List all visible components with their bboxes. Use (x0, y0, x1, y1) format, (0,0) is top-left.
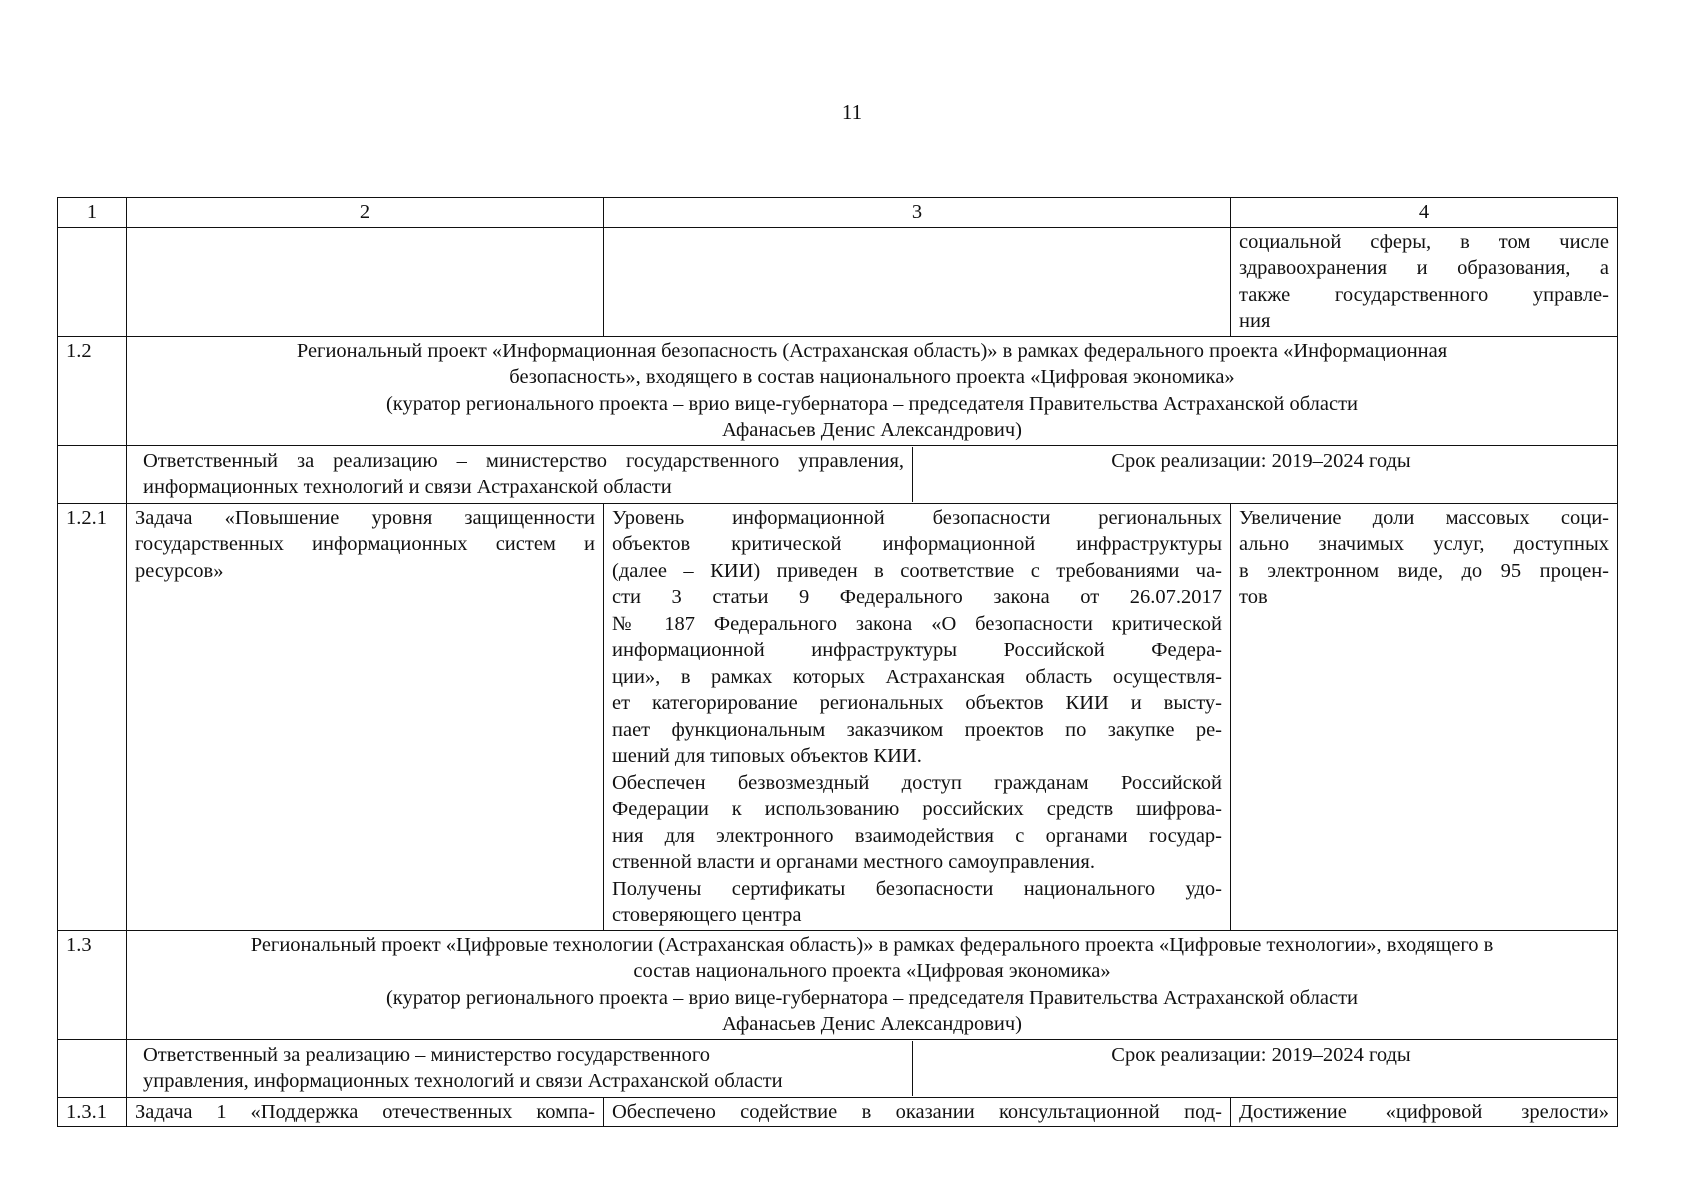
result-line: Обеспечен безвозмездный доступ гражданам Российской (612, 771, 1222, 794)
section-title (127, 930, 1618, 1039)
cont-indicator-line: социальной сферы, в том числе (1239, 230, 1609, 253)
result-line: Уровень информационной безопасности региональных (612, 506, 1222, 529)
indicator-line: Увеличение доли массовых соци- (1239, 506, 1609, 529)
result-line: (далее – КИИ) приведен в соответствие с требованиями ча- (612, 559, 1222, 582)
term-text: Срок реализации: 2019–2024 годы (1111, 449, 1411, 472)
section-title-line: Региональный проект «Информационная безопасность (Астраханская область)» в рамках федерального проекта «Информационная (296, 339, 1448, 362)
indicator-line: ально значимых услуг, доступных (1239, 533, 1609, 555)
result-line: ственной власти и органами местного самоуправления. (612, 851, 1095, 873)
responsible-row-1-2 (58, 445, 1618, 503)
section-title-line: (куратор регионального проекта – врио вице-губернатора – председателя Правительства Астраханской области (385, 392, 1359, 415)
cont-indicator-line: ния (1239, 310, 1271, 332)
result-cell (604, 1097, 1231, 1127)
task-text: Задача «Повышение уровня защищенности государственных информационных систем и ресурсов» (127, 503, 604, 930)
empty-num-cell (58, 445, 127, 503)
cont-result-cell (604, 227, 1231, 336)
responsible-row-1-3 (58, 1039, 1618, 1097)
indicator-line: тов (1239, 586, 1268, 608)
result-line: информационной инфраструктуры Российской Федера- (612, 639, 1222, 661)
term-text: Срок реализации: 2019–2024 годы (1111, 1043, 1411, 1066)
result-line: Федерации к использованию российских средств шифрова- (612, 798, 1222, 820)
section-title-line: Региональный проект «Цифровые технологии (Астраханская область)» в рамках федерального проекта «Цифровые технологии», входящего в (250, 933, 1494, 956)
cont-indicator-cell (1231, 227, 1618, 336)
task-number: 1.3.1 (58, 1097, 127, 1127)
page-number: 11 (841, 100, 863, 124)
table-header-row (58, 198, 1618, 228)
section-number: 1.3 (58, 930, 127, 1039)
task-number: 1.2.1 (58, 503, 127, 930)
responsible-text: Ответственный за реализацию – министерство государственного управления, информационных технологий и связи Астраханской области (135, 447, 913, 502)
section-title-line: (куратор регионального проекта – врио вице-губернатора – председателя Правительства Астраханской области (385, 986, 1359, 1009)
section-title (127, 336, 1618, 445)
task-line: Задача 1 «Поддержка отечественных компа- (135, 1100, 595, 1123)
section-title-line: Афанасьев Денис Александрович) (721, 1013, 1023, 1035)
header-col-3: 3 (604, 198, 1231, 228)
cont-num-cell (58, 227, 127, 336)
indicator-cell (1231, 503, 1618, 930)
responsible-term-cell (127, 445, 1618, 503)
result-line: ния для электронного взаимодействия с органами государ- (612, 824, 1222, 847)
responsible-text (135, 1041, 913, 1096)
cont-task-cell (127, 227, 604, 336)
indicator-line: в электронном виде, до 95 процен- (1239, 559, 1609, 582)
responsible-line: управления, информационных технологий и связи Астраханской области (143, 1070, 783, 1092)
result-line: сти 3 статьи 9 Федерального закона от 26.07.2017 (612, 586, 1222, 608)
task-text (127, 1097, 604, 1127)
task-row-1-3-1 (58, 1097, 1618, 1127)
table-row-continuation (58, 227, 1618, 336)
header-col-4: 4 (1231, 198, 1618, 228)
result-line: пает функциональным заказчиком проектов по закупке ре- (612, 718, 1222, 741)
result-line: № 187 Федерального закона «О безопасности критической (612, 612, 1222, 635)
result-line: Получены сертификаты безопасности национального удо- (612, 877, 1222, 900)
section-row-1-3 (58, 930, 1618, 1039)
program-table (57, 197, 1618, 1127)
section-title-line: безопасность», входящего в состав национального проекта «Цифровая экономика» (509, 366, 1235, 388)
result-line: Обеспечено содействие в оказании консультационной под- (612, 1100, 1222, 1123)
result-line: шений для типовых объектов КИИ. (612, 745, 922, 767)
section-row-1-2 (58, 336, 1618, 445)
cont-indicator-line: также государственного управле- (1239, 283, 1609, 306)
section-title-line: Афанасьев Денис Александрович) (721, 419, 1023, 441)
result-line: стоверяющего центра (612, 904, 802, 926)
result-line: объектов критической информационной инфраструктуры (612, 533, 1222, 555)
empty-num-cell (58, 1039, 127, 1097)
header-col-1: 1 (58, 198, 127, 228)
responsible-term-cell (127, 1039, 1618, 1097)
responsible-line: Ответственный за реализацию – министерство государственного (143, 1043, 711, 1066)
cont-indicator-line: здравоохранения и образования, а (1239, 257, 1609, 279)
indicator-line: Достижение «цифровой зрелости» (1239, 1100, 1609, 1123)
indicator-cell (1231, 1097, 1618, 1127)
section-number: 1.2 (58, 336, 127, 445)
result-line: ет категорирование региональных объектов КИИ и высту- (612, 692, 1222, 714)
header-col-2: 2 (127, 198, 604, 228)
task-row-1-2-1 (58, 503, 1618, 930)
section-title-line: состав национального проекта «Цифровая экономика» (633, 960, 1111, 982)
result-cell (604, 503, 1231, 930)
result-line: ции», в рамках которых Астраханская область осуществля- (612, 665, 1222, 688)
